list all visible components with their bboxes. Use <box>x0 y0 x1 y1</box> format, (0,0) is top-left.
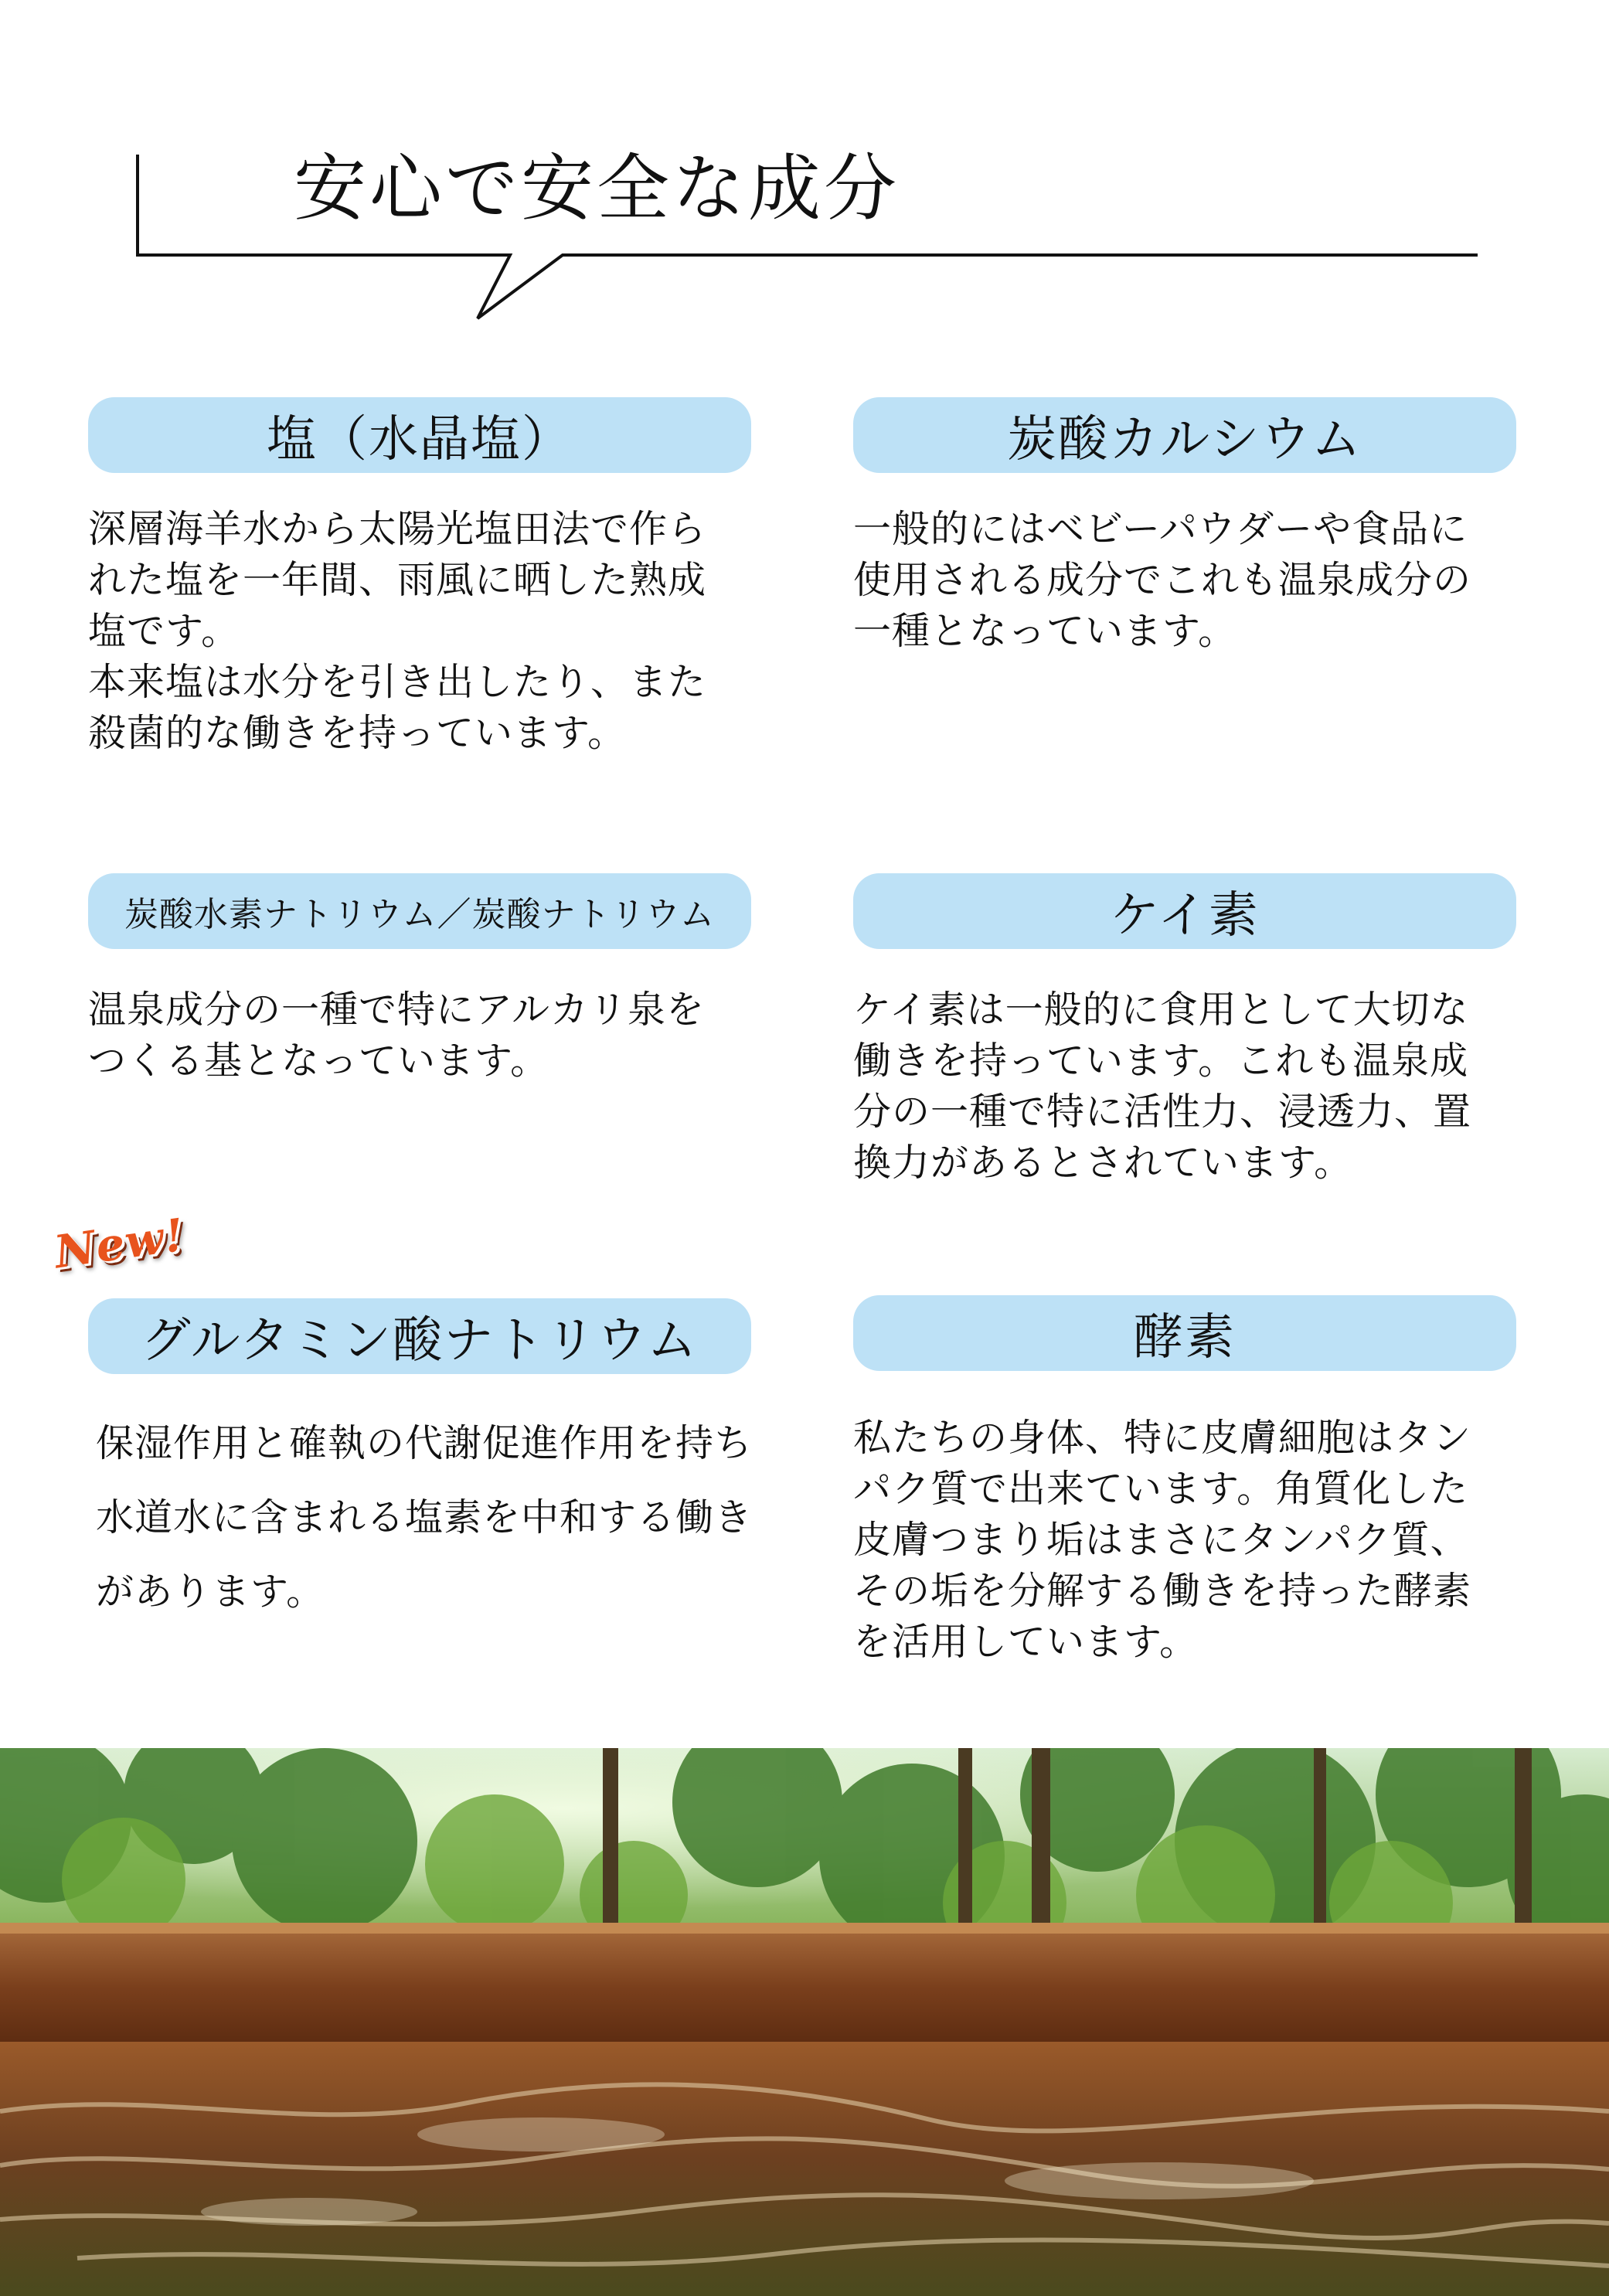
section-paragraph: ケイ素は一般的に食用として大切な 働きを持っています。これも温泉成 分の一種で特に活性力、浸透力、置 換力があるとされています。 <box>853 988 1472 1185</box>
section-paragraph: 温泉成分の一種で特にアルカリ泉を つくる基となっています。 <box>88 988 706 1083</box>
section-heading-silicon: ケイ素 <box>853 873 1516 949</box>
section-paragraph: 私たちの身体、特に皮膚細胞はタン パク質で出来ています。角質化した 皮膚つまり垢はまさにタンパク質、 その垢を分解する働きを持った酵素 を活用しています。 <box>853 1416 1472 1664</box>
section-body-calcium-carbonate <box>853 504 1549 657</box>
section-heading-salt: 塩（水晶塩） <box>88 397 751 473</box>
section-body-silicon <box>853 985 1549 1189</box>
hot-spring-bath-photo <box>0 1748 1609 2296</box>
section-paragraph: 深層海羊水から太陽光塩田法で作ら れた塩を一年間、雨風に晒した熟成 塩です。 <box>88 507 707 653</box>
section-body-salt <box>88 504 768 759</box>
section-body-enzyme <box>853 1413 1549 1668</box>
section-paragraph: 一般的にはベビーパウダーや食品に 使用される成分でこれも温泉成分の 一種となっています。 <box>853 507 1472 653</box>
section-paragraph: 本来塩は水分を引き出したり、また 殺菌的な働きを持っています。 <box>88 660 707 755</box>
bath-illustration <box>0 1748 1609 2296</box>
section-heading-sodium-bicarbonate: 炭酸水素ナトリウム／炭酸ナトリウム <box>88 873 751 949</box>
section-body-sodium-bicarbonate <box>88 985 784 1087</box>
section-heading-calcium-carbonate: 炭酸カルシウム <box>853 397 1516 473</box>
section-heading-sodium-glutamate: グルタミン酸ナトリウム <box>88 1298 751 1374</box>
section-paragraph: 保湿作用と確執の代謝促進作用を持ち 水道水に含まれる塩素を中和する働き があります。 <box>96 1421 753 1614</box>
new-badge: New! <box>51 1208 189 1279</box>
section-heading-enzyme: 酵素 <box>853 1295 1516 1371</box>
page-title: 安心で安全な成分 <box>294 147 900 231</box>
section-body-sodium-glutamate <box>96 1407 791 1629</box>
